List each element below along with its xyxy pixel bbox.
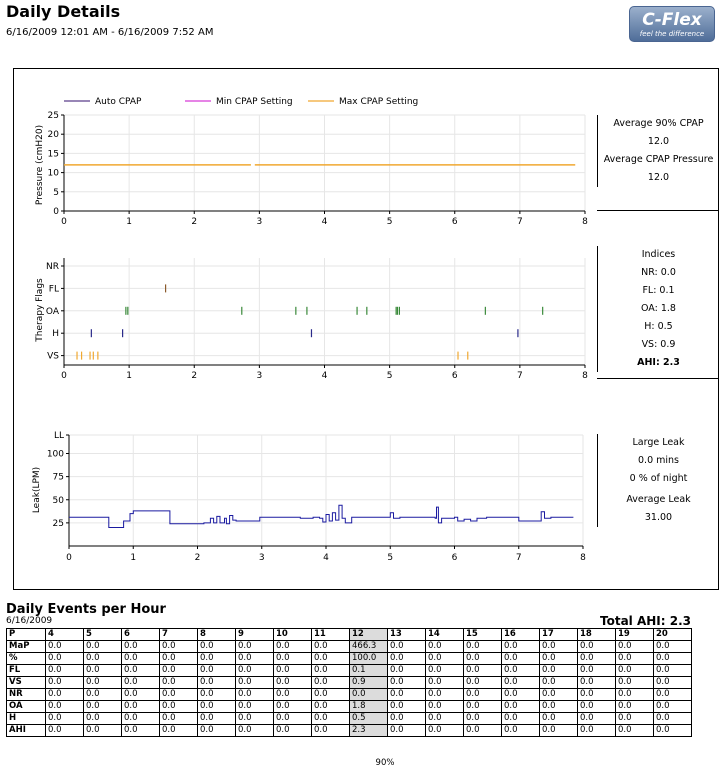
events-table-title: Daily Events per Hour — [6, 602, 166, 617]
table-cell: 0.0 — [198, 653, 236, 665]
y-tick-label: 15 — [47, 149, 59, 160]
table-cell: 0.0 — [426, 641, 464, 653]
table-cell: 0.0 — [160, 689, 198, 701]
table-cell: 0.0 — [388, 701, 426, 713]
legend-label-auto-cpap: Auto CPAP — [95, 97, 142, 107]
table-row — [7, 641, 692, 653]
table-cell: 0.0 — [46, 677, 84, 689]
table-cell: 0.0 — [540, 701, 578, 713]
x-tick-label: 4 — [321, 371, 328, 381]
table-cell: 0.0 — [312, 689, 350, 701]
y-tick-label: 20 — [47, 130, 59, 141]
x-tick-label: 3 — [256, 217, 263, 227]
panel-divider — [597, 378, 719, 379]
table-cell: 18 — [578, 629, 616, 641]
y-tick-label: 5 — [53, 187, 59, 198]
x-tick-label: 1 — [130, 553, 137, 563]
table-header-row — [7, 629, 692, 641]
leak-line — [69, 505, 573, 527]
table-cell: 0.0 — [654, 665, 692, 677]
table-row — [7, 725, 692, 737]
legend-label-min-cpap: Min CPAP Setting — [216, 97, 293, 107]
large-leak-pct: 0 % of night — [629, 473, 688, 484]
table-cell: 0.0 — [426, 665, 464, 677]
logo-tagline: feel the difference — [639, 30, 705, 38]
table-cell: 0.0 — [160, 641, 198, 653]
table-cell: 0.0 — [388, 689, 426, 701]
table-cell: 0.0 — [426, 725, 464, 737]
table-cell: 2.3 — [350, 725, 388, 737]
indices-summary — [597, 246, 719, 372]
table-cell: 1.8 — [350, 701, 388, 713]
table-row — [7, 689, 692, 701]
table-cell: 0.0 — [84, 713, 122, 725]
category-label-oa: OA — [45, 306, 59, 317]
index-ahi: AHI: 2.3 — [637, 357, 680, 368]
highlight-percent: 90% — [375, 758, 395, 768]
table-cell: 0.0 — [426, 677, 464, 689]
table-cell: 0.0 — [160, 653, 198, 665]
x-tick-label: 6 — [451, 553, 458, 563]
table-cell: 0.0 — [122, 725, 160, 737]
table-cell: 14 — [426, 629, 464, 641]
table-row — [7, 713, 692, 725]
table-cell: 0.0 — [160, 665, 198, 677]
table-cell: 0.0 — [122, 713, 160, 725]
table-cell: 0.0 — [464, 689, 502, 701]
table-cell: 0.0 — [388, 725, 426, 737]
row-label: FL — [7, 665, 46, 677]
table-cell: 0.0 — [236, 653, 274, 665]
table-cell: 0.0 — [198, 641, 236, 653]
x-tick-label: 4 — [323, 553, 329, 563]
table-cell: 0.0 — [502, 713, 540, 725]
table-cell: 0.0 — [122, 665, 160, 677]
y-tick-label: 25 — [52, 518, 64, 529]
table-cell: 0.0 — [236, 725, 274, 737]
y-tick-label: 0 — [53, 207, 59, 217]
table-cell: 0.0 — [198, 665, 236, 677]
table-cell: 0.0 — [616, 689, 654, 701]
table-cell: 0.0 — [502, 689, 540, 701]
table-cell: 0.0 — [540, 713, 578, 725]
table-cell: 0.0 — [616, 665, 654, 677]
table-cell: 0.0 — [502, 677, 540, 689]
table-cell: 0.0 — [654, 713, 692, 725]
table-cell: 0.0 — [236, 713, 274, 725]
table-cell: 0.0 — [578, 665, 616, 677]
table-cell: 0.0 — [654, 701, 692, 713]
category-label-nr: NR — [46, 262, 59, 272]
table-cell: 0.0 — [46, 689, 84, 701]
table-cell: 0.0 — [540, 677, 578, 689]
leak-y-label: Leak(LPM) — [32, 466, 42, 514]
category-label-h: H — [52, 329, 59, 340]
table-cell: 0.0 — [426, 689, 464, 701]
table-cell: 0.0 — [84, 725, 122, 737]
table-cell: 0.0 — [236, 665, 274, 677]
table-cell: 0.0 — [198, 725, 236, 737]
row-label: NR — [7, 689, 46, 701]
x-tick-label: 3 — [256, 371, 263, 381]
table-cell: 0.0 — [388, 641, 426, 653]
table-cell: 0.0 — [274, 677, 312, 689]
therapy-flags-chart — [35, 258, 588, 381]
table-cell: 0.0 — [236, 701, 274, 713]
table-cell: 0.0 — [274, 689, 312, 701]
category-label-fl: FL — [48, 284, 59, 295]
table-cell: 0.0 — [578, 641, 616, 653]
x-tick-label: 8 — [580, 553, 586, 563]
pressure-summary — [597, 115, 719, 187]
date-range: 6/16/2009 12:01 AM - 6/16/2009 7:52 AM — [6, 27, 214, 38]
table-cell: 0.0 — [578, 653, 616, 665]
table-cell: 0.0 — [616, 677, 654, 689]
avg-pressure-label: Average CPAP Pressure — [603, 154, 714, 165]
table-cell: 4 — [46, 629, 84, 641]
legend-label-max-cpap: Max CPAP Setting — [339, 97, 419, 107]
table-cell: 0.0 — [502, 641, 540, 653]
x-tick-label: 7 — [517, 217, 523, 227]
x-tick-label: 1 — [126, 217, 132, 227]
table-cell: 0.0 — [464, 677, 502, 689]
avg-pressure-value: 12.0 — [647, 172, 670, 183]
row-label: H — [7, 713, 46, 725]
table-cell: 0.5 — [350, 713, 388, 725]
avg90-value: 12.0 — [647, 136, 670, 147]
table-row — [7, 665, 692, 677]
leak-grid — [69, 435, 583, 546]
table-cell: 0.0 — [540, 641, 578, 653]
table-cell: 0.0 — [578, 713, 616, 725]
table-cell: 0.0 — [312, 677, 350, 689]
table-cell: 0.0 — [274, 653, 312, 665]
table-cell: 10 — [274, 629, 312, 641]
table-cell: 0.0 — [274, 701, 312, 713]
table-cell: 0.0 — [578, 701, 616, 713]
table-cell: 0.0 — [160, 713, 198, 725]
table-cell: 0.0 — [84, 653, 122, 665]
table-cell: 0.0 — [312, 653, 350, 665]
table-cell: 0.0 — [578, 677, 616, 689]
table-cell: 11 — [312, 629, 350, 641]
table-cell: 0.0 — [388, 653, 426, 665]
table-cell: 0.0 — [46, 653, 84, 665]
table-cell: 0.0 — [46, 701, 84, 713]
table-cell: 0.1 — [350, 665, 388, 677]
table-cell: 100.0 — [350, 653, 388, 665]
table-cell: 0.0 — [616, 653, 654, 665]
table-cell: 0.0 — [502, 701, 540, 713]
table-cell: 0.0 — [464, 713, 502, 725]
table-cell: 466.3 — [350, 641, 388, 653]
table-cell: 0.0 — [616, 713, 654, 725]
pressure-grid — [64, 115, 585, 211]
table-cell: 0.0 — [426, 653, 464, 665]
table-cell: 0.0 — [84, 665, 122, 677]
table-cell: 0.0 — [122, 641, 160, 653]
table-cell: 19 — [616, 629, 654, 641]
indices-title: Indices — [641, 249, 676, 260]
table-cell: 0.0 — [236, 689, 274, 701]
table-cell: 0.0 — [160, 701, 198, 713]
table-cell: 0.0 — [502, 665, 540, 677]
table-cell: 0.0 — [540, 653, 578, 665]
x-tick-label: 3 — [258, 553, 265, 563]
table-row — [7, 653, 692, 665]
y-tick-label: 10 — [47, 168, 59, 179]
table-cell: 0.0 — [122, 653, 160, 665]
row-label: OA — [7, 701, 46, 713]
table-cell: 0.0 — [122, 701, 160, 713]
table-cell: 7 — [160, 629, 198, 641]
table-cell: 0.0 — [464, 641, 502, 653]
table-cell: 0.0 — [122, 677, 160, 689]
table-cell: 0.0 — [312, 725, 350, 737]
index-vs: VS: 0.9 — [641, 339, 676, 350]
table-cell: 5 — [84, 629, 122, 641]
table-cell: 0.0 — [464, 653, 502, 665]
table-cell: 0.0 — [84, 641, 122, 653]
x-tick-label: 4 — [321, 217, 328, 227]
table-cell: 0.0 — [502, 653, 540, 665]
avg-leak-label: Average Leak — [626, 494, 691, 505]
table-cell: 0.0 — [274, 713, 312, 725]
x-tick-label: 0 — [61, 217, 67, 227]
index-fl: FL: 0.1 — [642, 285, 675, 296]
table-cell: 0.0 — [160, 677, 198, 689]
table-cell: 0.0 — [198, 713, 236, 725]
row-label: P — [7, 629, 46, 641]
table-cell: 0.0 — [236, 677, 274, 689]
table-cell: 0.0 — [426, 713, 464, 725]
x-tick-label: 7 — [515, 553, 522, 563]
table-cell: 0.0 — [274, 725, 312, 737]
y-tick-label: 25 — [47, 111, 59, 121]
table-cell: 0.0 — [616, 725, 654, 737]
x-tick-label: 2 — [194, 553, 201, 563]
table-cell: 0.0 — [46, 725, 84, 737]
table-cell: 0.0 — [540, 689, 578, 701]
table-cell: 0.0 — [654, 725, 692, 737]
table-cell: 9 — [236, 629, 274, 641]
table-cell: 0.0 — [578, 689, 616, 701]
large-leak-label: Large Leak — [632, 437, 685, 448]
table-cell: 0.0 — [540, 725, 578, 737]
row-label: % — [7, 653, 46, 665]
table-cell: 0.0 — [426, 701, 464, 713]
total-ahi: Total AHI: 2.3 — [600, 614, 691, 628]
leak-axes — [47, 431, 586, 563]
table-cell: 0.0 — [388, 713, 426, 725]
table-cell: 0.0 — [502, 725, 540, 737]
x-tick-label: 7 — [517, 371, 523, 381]
table-cell: 0.0 — [654, 689, 692, 701]
table-cell: 0.0 — [388, 665, 426, 677]
index-nr: NR: 0.0 — [641, 267, 676, 278]
table-cell: 0.0 — [312, 641, 350, 653]
x-tick-label: 5 — [386, 217, 393, 227]
page-title: Daily Details — [6, 2, 121, 21]
table-cell: 0.0 — [198, 689, 236, 701]
table-cell: 0.0 — [464, 701, 502, 713]
table-cell: 0.0 — [312, 713, 350, 725]
x-tick-label: 8 — [582, 217, 588, 227]
x-tick-label: 0 — [61, 371, 67, 381]
table-cell: 0.0 — [312, 701, 350, 713]
table-cell: 0.0 — [198, 701, 236, 713]
table-cell: 0.0 — [46, 713, 84, 725]
row-label: MaP — [7, 641, 46, 653]
flags-axes — [46, 258, 588, 381]
table-cell: 0.0 — [654, 653, 692, 665]
x-tick-label: 6 — [451, 217, 458, 227]
events-table-date: 6/16/2009 — [6, 616, 53, 626]
table-cell: 0.0 — [160, 725, 198, 737]
table-cell: 0.0 — [312, 665, 350, 677]
table-cell: 0.0 — [46, 641, 84, 653]
table-cell: 0.0 — [122, 689, 160, 701]
table-cell: 0.0 — [84, 677, 122, 689]
row-label: AHI — [7, 725, 46, 737]
index-oa: OA: 1.8 — [641, 303, 676, 314]
table-cell: 0.0 — [350, 689, 388, 701]
table-cell: 0.0 — [464, 725, 502, 737]
row-label: VS — [7, 677, 46, 689]
table-row — [7, 677, 692, 689]
leak-series — [69, 505, 573, 527]
x-tick-label: 6 — [451, 371, 458, 381]
x-tick-label: 8 — [582, 371, 588, 381]
pressure-legend — [64, 97, 418, 107]
pressure-chart — [35, 111, 588, 227]
table-cell: 0.0 — [274, 665, 312, 677]
table-cell: 17 — [540, 629, 578, 641]
table-cell: 0.0 — [540, 665, 578, 677]
flags-events — [77, 284, 543, 359]
logo-main-text: C-Flex — [642, 10, 702, 30]
x-tick-label: 5 — [386, 371, 393, 381]
table-cell: 8 — [198, 629, 236, 641]
table-cell: 0.0 — [236, 641, 274, 653]
table-cell: 13 — [388, 629, 426, 641]
leak-summary — [597, 434, 719, 527]
flags-grid — [64, 258, 585, 365]
x-tick-label: 0 — [66, 553, 72, 563]
y-tick-label: 50 — [52, 495, 64, 506]
table-cell: 15 — [464, 629, 502, 641]
table-row — [7, 701, 692, 713]
avg90-label: Average 90% CPAP — [613, 118, 704, 129]
table-cell: 0.0 — [616, 701, 654, 713]
x-tick-label: 2 — [191, 217, 198, 227]
y-tick-label: LL — [53, 431, 64, 441]
index-h: H: 0.5 — [644, 321, 673, 332]
panel-divider — [597, 210, 719, 211]
table-cell: 0.0 — [578, 725, 616, 737]
y-tick-label: 75 — [52, 472, 64, 483]
table-cell: 0.0 — [46, 665, 84, 677]
table-cell: 6 — [122, 629, 160, 641]
table-cell: 0.0 — [84, 701, 122, 713]
table-cell: 0.0 — [654, 641, 692, 653]
events-table — [6, 628, 692, 737]
table-cell: 0.9 — [350, 677, 388, 689]
x-tick-label: 1 — [126, 371, 132, 381]
table-cell: 16 — [502, 629, 540, 641]
table-cell: 0.0 — [388, 677, 426, 689]
table-cell: 0.0 — [84, 689, 122, 701]
table-cell: 0.0 — [198, 677, 236, 689]
x-tick-label: 5 — [387, 553, 394, 563]
pressure-y-label: Pressure (cmH20) — [35, 124, 45, 206]
table-cell: 0.0 — [654, 677, 692, 689]
flags-y-label: Therapy Flags — [35, 278, 45, 342]
x-tick-label: 2 — [191, 371, 198, 381]
avg-leak-value: 31.00 — [644, 512, 673, 523]
table-cell: 0.0 — [274, 641, 312, 653]
y-tick-label: 100 — [46, 449, 64, 460]
table-cell: 0.0 — [464, 665, 502, 677]
category-label-vs: VS — [47, 351, 59, 362]
large-leak-mins: 0.0 mins — [638, 455, 679, 466]
table-cell: 12 — [350, 629, 388, 641]
table-cell: 20 — [654, 629, 692, 641]
table-cell: 0.0 — [616, 641, 654, 653]
leak-chart — [32, 431, 586, 563]
